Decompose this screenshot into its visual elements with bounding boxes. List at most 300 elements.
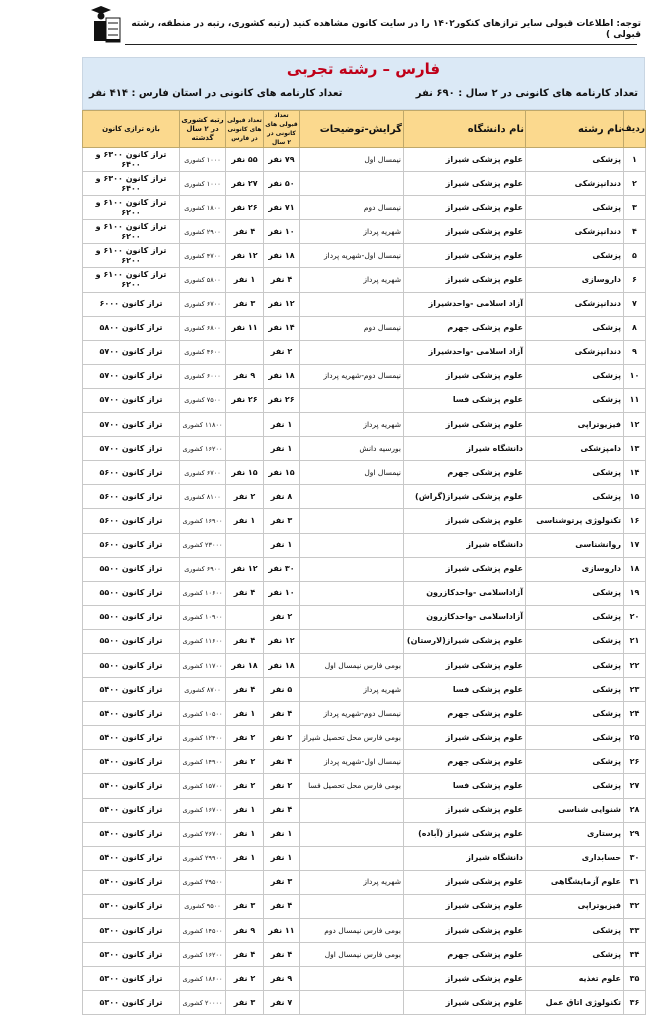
cell-notes (300, 798, 404, 822)
cell-university: علوم پزشکی شیراز (404, 557, 526, 581)
cell-taraz-range: تراز کانون ۵۷۰۰ (83, 413, 180, 437)
cell-university: علوم پزشکی جهرم (404, 750, 526, 774)
cell-university: علوم پزشکی شیراز (404, 268, 526, 292)
cell-row-number: ۱۰ (624, 364, 646, 388)
table-header-row (83, 111, 646, 148)
cell-university: آزاداسلامی -واحدکازرون (404, 581, 526, 605)
cell-university: علوم پزشکی شیراز (404, 148, 526, 172)
cell-count-2y: ۷۱ نفر (264, 196, 300, 220)
cell-rank: ۱۸۶۰۰ کشوری (180, 967, 226, 991)
cell-taraz-range: تراز کانون ۵۴۰۰ (83, 750, 180, 774)
cell-notes: شهریه پرداز (300, 413, 404, 437)
cell-count-2y: ۷ نفر (264, 991, 300, 1015)
cell-rank: ۱۵۷۰۰ کشوری (180, 774, 226, 798)
cell-university: علوم پزشکی شیراز (404, 364, 526, 388)
cell-notes (300, 991, 404, 1015)
table-row (83, 485, 646, 509)
cell-major: تکنولوژی اتاق عمل (526, 991, 624, 1015)
cell-major: حسابداری (526, 846, 624, 870)
table-row (83, 509, 646, 533)
cell-row-number: ۷ (624, 292, 646, 316)
table-row (83, 557, 646, 581)
cell-row-number: ۱۳ (624, 437, 646, 461)
cell-row-number: ۲۴ (624, 702, 646, 726)
cell-rank: ۱۰۰۰ کشوری (180, 148, 226, 172)
cell-taraz-range: تراز کانون ۵۷۰۰ (83, 437, 180, 461)
cell-rank: ۱۱۷۰۰ کشوری (180, 653, 226, 677)
cell-count-2y: ۵۰ نفر (264, 172, 300, 196)
cell-count-fars: ۳ نفر (226, 894, 264, 918)
cell-count-2y: ۹ نفر (264, 967, 300, 991)
cell-row-number: ۱ (624, 148, 646, 172)
cell-count-2y: ۳ نفر (264, 509, 300, 533)
cell-row-number: ۳ (624, 196, 646, 220)
cell-university: علوم پزشکی شیراز (404, 798, 526, 822)
cell-rank: ۱۸۰۰ کشوری (180, 196, 226, 220)
cell-rank: ۱۶۲۰۰ کشوری (180, 437, 226, 461)
cell-rank: ۱۰۶۰۰ کشوری (180, 581, 226, 605)
cell-major: پزشکی (526, 678, 624, 702)
cell-notes (300, 629, 404, 653)
table-row (83, 870, 646, 894)
table-row (83, 533, 646, 557)
table-row (83, 798, 646, 822)
cell-notes (300, 388, 404, 412)
cell-row-number: ۱۵ (624, 485, 646, 509)
cell-count-2y: ۲ نفر (264, 605, 300, 629)
cell-count-2y: ۴ نفر (264, 750, 300, 774)
cell-rank: ۱۱۸۰۰ کشوری (180, 413, 226, 437)
cell-university: علوم پزشکی جهرم (404, 461, 526, 485)
cell-major: پزشکی (526, 702, 624, 726)
cell-notes: شهریه پرداز (300, 220, 404, 244)
cell-row-number: ۳۱ (624, 870, 646, 894)
cell-count-2y: ۴ نفر (264, 268, 300, 292)
cell-count-2y: ۱۲ نفر (264, 629, 300, 653)
cell-major: پزشکی (526, 244, 624, 268)
table-row (83, 172, 646, 196)
cell-major: داروسازی (526, 268, 624, 292)
cell-rank: ۲۹۰۰ کشوری (180, 220, 226, 244)
cell-count-2y: ۱ نفر (264, 822, 300, 846)
table-row (83, 340, 646, 364)
cell-row-number: ۲۷ (624, 774, 646, 798)
cell-major: پزشکی (526, 726, 624, 750)
admissions-table (82, 110, 646, 1015)
note-divider (125, 44, 637, 45)
cell-university: علوم پزشکی جهرم (404, 943, 526, 967)
cell-count-2y: ۱۸ نفر (264, 364, 300, 388)
cell-count-2y: ۱ نفر (264, 413, 300, 437)
cell-major: دندانپزشکی (526, 220, 624, 244)
cell-major: پرستاری (526, 822, 624, 846)
cell-count-2y: ۱۱ نفر (264, 919, 300, 943)
cell-notes: نیمسال دوم (300, 316, 404, 340)
cell-rank: ۴۷۰۰ کشوری (180, 244, 226, 268)
cell-count-2y: ۳۰ نفر (264, 557, 300, 581)
cell-major: پزشکی (526, 629, 624, 653)
cell-taraz-range: تراز کانون ۵۳۰۰ (83, 919, 180, 943)
cell-count-fars: ۳ نفر (226, 292, 264, 316)
cell-notes: نیمسال اول-شهریه پرداز (300, 244, 404, 268)
cell-count-fars (226, 340, 264, 364)
cell-count-fars: ۱ نفر (226, 509, 264, 533)
page-title: فارس – رشته تجربی (286, 60, 441, 78)
cell-count-fars (226, 605, 264, 629)
cell-rank: ۲۰۰۰۰ کشوری (180, 991, 226, 1015)
cell-rank: ۶۹۰۰ کشوری (180, 557, 226, 581)
table-row (83, 991, 646, 1015)
cell-row-number: ۲۹ (624, 822, 646, 846)
cell-row-number: ۱۴ (624, 461, 646, 485)
cell-major: پزشکی (526, 774, 624, 798)
cell-taraz-range: تراز کانون ۵۶۰۰ (83, 533, 180, 557)
cell-taraz-range: تراز کانون ۵۴۰۰ (83, 846, 180, 870)
cell-row-number: ۶ (624, 268, 646, 292)
table-row (83, 894, 646, 918)
cell-university: علوم پزشکی شیراز (404, 244, 526, 268)
cell-taraz-range: تراز کانون ۶۱۰۰ و ۶۲۰۰ (83, 244, 180, 268)
cell-count-fars: ۳ نفر (226, 991, 264, 1015)
cell-taraz-range: تراز کانون ۵۶۰۰ (83, 485, 180, 509)
cell-count-2y: ۷۹ نفر (264, 148, 300, 172)
cell-university: آزاد اسلامی -واحدشیراز (404, 292, 526, 316)
table-row (83, 653, 646, 677)
cell-count-fars: ۴ نفر (226, 220, 264, 244)
cell-taraz-range: تراز کانون ۵۴۰۰ (83, 798, 180, 822)
table-row (83, 629, 646, 653)
cell-count-2y: ۱۴ نفر (264, 316, 300, 340)
table-row (83, 268, 646, 292)
cell-major: دندانپزشکی (526, 172, 624, 196)
cell-count-fars (226, 437, 264, 461)
cell-count-2y: ۱ نفر (264, 533, 300, 557)
col-header-count-2y: تعداد قبولی های کانونی در ۲ سال (265, 112, 298, 146)
cell-taraz-range: تراز کانون ۵۳۰۰ (83, 967, 180, 991)
cell-count-2y: ۴ نفر (264, 943, 300, 967)
col-header-row-number: ردیف (624, 111, 646, 148)
cell-notes (300, 581, 404, 605)
cell-major: پزشکی (526, 364, 624, 388)
cell-row-number: ۴ (624, 220, 646, 244)
cell-row-number: ۳۶ (624, 991, 646, 1015)
cell-row-number: ۱۸ (624, 557, 646, 581)
cell-university: علوم پزشکی شیراز (404, 894, 526, 918)
cell-row-number: ۲ (624, 172, 646, 196)
cell-count-2y: ۲۶ نفر (264, 388, 300, 412)
table-row (83, 822, 646, 846)
cell-notes: بومی فارس نیمسال اول (300, 653, 404, 677)
title-banner (82, 57, 645, 110)
cell-rank: ۲۳۰۰۰ کشوری (180, 533, 226, 557)
cell-major: پزشکی (526, 316, 624, 340)
cell-count-2y: ۱۲ نفر (264, 292, 300, 316)
table-body (83, 148, 646, 1015)
cell-count-fars: ۲ نفر (226, 967, 264, 991)
cell-count-fars: ۴ نفر (226, 678, 264, 702)
table-row (83, 148, 646, 172)
cell-major: پزشکی (526, 461, 624, 485)
cell-taraz-range: تراز کانون ۶۱۰۰ و ۶۲۰۰ (83, 220, 180, 244)
cell-row-number: ۹ (624, 340, 646, 364)
cell-taraz-range: تراز کانون ۵۷۰۰ (83, 364, 180, 388)
table-row (83, 702, 646, 726)
cell-taraz-range: تراز کانون ۵۴۰۰ (83, 702, 180, 726)
cell-university: دانشگاه شیراز (404, 846, 526, 870)
kanoon-logo (88, 4, 122, 44)
table-row (83, 461, 646, 485)
cell-count-2y: ۱۸ نفر (264, 244, 300, 268)
cell-count-2y: ۸ نفر (264, 485, 300, 509)
cell-count-fars: ۲ نفر (226, 750, 264, 774)
cell-major: روانشناسی (526, 533, 624, 557)
cell-row-number: ۲۳ (624, 678, 646, 702)
cell-row-number: ۳۰ (624, 846, 646, 870)
cell-count-2y: ۴ نفر (264, 798, 300, 822)
cell-notes: نیمسال اول (300, 148, 404, 172)
cell-notes (300, 822, 404, 846)
table-row (83, 196, 646, 220)
cell-count-fars: ۱ نفر (226, 268, 264, 292)
cell-university: علوم پزشکی شیراز (404, 726, 526, 750)
table-row (83, 413, 646, 437)
cell-major: پزشکی (526, 605, 624, 629)
cell-count-fars: ۴ نفر (226, 581, 264, 605)
cell-count-fars: ۲۶ نفر (226, 388, 264, 412)
cell-major: دامپزشکی (526, 437, 624, 461)
cell-notes (300, 509, 404, 533)
cell-count-fars: ۴ نفر (226, 629, 264, 653)
cell-count-fars: ۱۲ نفر (226, 244, 264, 268)
cell-taraz-range: تراز کانون ۵۳۰۰ (83, 894, 180, 918)
cell-rank: ۱۶۷۰۰ کشوری (180, 798, 226, 822)
cell-count-fars: ۱ نفر (226, 846, 264, 870)
cell-university: آزاد اسلامی -واحدشیراز (404, 340, 526, 364)
cell-count-fars (226, 870, 264, 894)
cell-count-2y: ۴ نفر (264, 894, 300, 918)
table-row (83, 750, 646, 774)
cell-university: علوم پزشکی شیراز (404, 991, 526, 1015)
table-row (83, 726, 646, 750)
cell-taraz-range: تراز کانون ۵۵۰۰ (83, 629, 180, 653)
cell-taraz-range: تراز کانون ۵۵۰۰ (83, 581, 180, 605)
cell-major: پزشکی (526, 750, 624, 774)
cell-rank: ۶۷۰۰ کشوری (180, 461, 226, 485)
cell-notes: نیمسال دوم-شهریه پرداز (300, 702, 404, 726)
cell-major: پزشکی (526, 581, 624, 605)
cell-rank: ۱۰۰۰ کشوری (180, 172, 226, 196)
cell-notes: شهریه پرداز (300, 870, 404, 894)
cell-rank: ۱۴۹۰۰ کشوری (180, 750, 226, 774)
cell-rank: ۱۴۵۰۰ کشوری (180, 919, 226, 943)
cell-rank: ۶۷۰۰ کشوری (180, 292, 226, 316)
cell-taraz-range: تراز کانون ۵۵۰۰ (83, 605, 180, 629)
cell-major: علوم تغذیه (526, 967, 624, 991)
col-header-notes: گرایش-توضیحات (300, 111, 404, 148)
cell-row-number: ۱۷ (624, 533, 646, 557)
cell-major: تکنولوژی پرتوشناسی (526, 509, 624, 533)
cell-count-2y: ۱۵ نفر (264, 461, 300, 485)
cell-count-fars: ۲۷ نفر (226, 172, 264, 196)
cell-taraz-range: تراز کانون ۵۷۰۰ (83, 388, 180, 412)
cell-notes (300, 894, 404, 918)
cell-row-number: ۲۲ (624, 653, 646, 677)
cell-major: دندانپزشکی (526, 292, 624, 316)
cell-notes: نیمسال اول-شهریه پرداز (300, 750, 404, 774)
cell-university: علوم پزشکی شیراز (404, 172, 526, 196)
cell-university: علوم پزشکی شیراز(لارستان) (404, 629, 526, 653)
cell-count-fars: ۱۵ نفر (226, 461, 264, 485)
cell-university: علوم پزشکی شیراز (404, 653, 526, 677)
table-row (83, 364, 646, 388)
table-row (83, 292, 646, 316)
cell-taraz-range: تراز کانون ۵۴۰۰ (83, 774, 180, 798)
cell-count-2y: ۱۰ نفر (264, 220, 300, 244)
cell-taraz-range: تراز کانون ۵۳۰۰ (83, 943, 180, 967)
table-row (83, 919, 646, 943)
cell-row-number: ۱۶ (624, 509, 646, 533)
cell-university: دانشگاه شیراز (404, 437, 526, 461)
cell-row-number: ۳۴ (624, 943, 646, 967)
cell-notes: نیمسال دوم (300, 196, 404, 220)
cell-major: فیزیوتراپی (526, 413, 624, 437)
table-row (83, 581, 646, 605)
cell-taraz-range: تراز کانون ۶۳۰۰ و ۶۴۰۰ (83, 172, 180, 196)
col-header-rank: رتبه کشوری در ۲ سال گذشته (180, 111, 226, 148)
cell-taraz-range: تراز کانون ۵۶۰۰ (83, 509, 180, 533)
cell-count-fars (226, 533, 264, 557)
banner-counts (89, 88, 638, 99)
cell-notes: شهریه پرداز (300, 678, 404, 702)
cell-notes: نیمسال اول (300, 461, 404, 485)
cell-notes (300, 605, 404, 629)
cell-university: علوم پزشکی شیراز (404, 967, 526, 991)
cell-row-number: ۳۵ (624, 967, 646, 991)
cell-rank: ۱۰۹۰۰ کشوری (180, 605, 226, 629)
cell-notes (300, 340, 404, 364)
cell-rank: ۶۰۰۰ کشوری (180, 364, 226, 388)
cell-university: علوم پزشکی شیراز(گراش) (404, 485, 526, 509)
top-note-box (126, 8, 641, 41)
cell-count-2y: ۱ نفر (264, 846, 300, 870)
cell-count-fars: ۱ نفر (226, 702, 264, 726)
cell-rank: ۵۸۰۰ کشوری (180, 268, 226, 292)
cell-row-number: ۲۱ (624, 629, 646, 653)
cell-major: پزشکی (526, 485, 624, 509)
cell-rank: ۲۹۹۰۰ کشوری (180, 846, 226, 870)
cell-taraz-range: تراز کانون ۵۳۰۰ (83, 991, 180, 1015)
cell-rank: ۲۹۵۰۰ کشوری (180, 870, 226, 894)
cell-count-fars: ۲۶ نفر (226, 196, 264, 220)
cell-major: پزشکی (526, 388, 624, 412)
cell-major: علوم آزمایشگاهی (526, 870, 624, 894)
cell-row-number: ۲۶ (624, 750, 646, 774)
cell-row-number: ۲۸ (624, 798, 646, 822)
cell-count-fars: ۴ نفر (226, 943, 264, 967)
cell-count-2y: ۲ نفر (264, 340, 300, 364)
cell-taraz-range: تراز کانون ۵۴۰۰ (83, 822, 180, 846)
cell-row-number: ۱۱ (624, 388, 646, 412)
cell-rank: ۱۶۹۰۰ کشوری (180, 509, 226, 533)
cell-taraz-range: تراز کانون ۵۴۰۰ (83, 726, 180, 750)
cell-university: علوم پزشکی شیراز (آباده) (404, 822, 526, 846)
cell-rank: ۱۱۶۰۰ کشوری (180, 629, 226, 653)
table-row (83, 846, 646, 870)
table-row (83, 220, 646, 244)
cell-rank: ۱۰۵۰۰ کشوری (180, 702, 226, 726)
cell-university: آزاداسلامی -واحدکازرون (404, 605, 526, 629)
cell-row-number: ۱۹ (624, 581, 646, 605)
col-header-major: نام رشته (526, 111, 624, 148)
cell-taraz-range: تراز کانون ۵۵۰۰ (83, 653, 180, 677)
cell-row-number: ۵ (624, 244, 646, 268)
cell-notes: بومی فارس نیمسال اول (300, 943, 404, 967)
cell-notes (300, 967, 404, 991)
cell-count-2y: ۲ نفر (264, 774, 300, 798)
table-row (83, 316, 646, 340)
cell-count-fars: ۱ نفر (226, 798, 264, 822)
cell-row-number: ۳۳ (624, 919, 646, 943)
table-row (83, 244, 646, 268)
cell-university: علوم پزشکی فسا (404, 774, 526, 798)
table-row (83, 388, 646, 412)
table-row (83, 774, 646, 798)
cell-taraz-range: تراز کانون ۵۷۰۰ (83, 340, 180, 364)
cell-taraz-range: تراز کانون ۵۴۰۰ (83, 870, 180, 894)
cell-major: شنوایی شناسی (526, 798, 624, 822)
fars-reports-count: تعداد کارنامه های کانونی در استان فارس : ۴۱۴ نفر (89, 88, 343, 99)
cell-notes (300, 533, 404, 557)
cell-count-2y: ۱۸ نفر (264, 653, 300, 677)
cell-university: علوم پزشکی شیراز (404, 919, 526, 943)
cell-count-fars: ۱ نفر (226, 822, 264, 846)
cell-taraz-range: تراز کانون ۶۱۰۰ و ۶۲۰۰ (83, 196, 180, 220)
cell-university: علوم پزشکی شیراز (404, 196, 526, 220)
cell-rank: ۹۵۰۰ کشوری (180, 894, 226, 918)
table-row (83, 967, 646, 991)
cell-count-fars: ۹ نفر (226, 364, 264, 388)
col-header-university: نام دانشگاه (404, 111, 526, 148)
cell-count-2y: ۴ نفر (264, 702, 300, 726)
cell-taraz-range: تراز کانون ۶۰۰۰ (83, 292, 180, 316)
cell-taraz-range: تراز کانون ۵۵۰۰ (83, 557, 180, 581)
top-note: توجه: اطلاعات قبولی سایر ترازهای کنکور۱۴۰۲ را در سایت کانون مشاهده کنید (رتبه کشوری، رتبه در منطقه، رشته قبولی ) (131, 19, 641, 40)
cell-count-fars: ۱۸ نفر (226, 653, 264, 677)
cell-count-fars: ۱۲ نفر (226, 557, 264, 581)
cell-count-2y: ۱۰ نفر (264, 581, 300, 605)
cell-major: پزشکی (526, 196, 624, 220)
cell-rank: ۸۱۰۰ کشوری (180, 485, 226, 509)
cell-notes (300, 557, 404, 581)
cell-university: علوم پزشکی جهرم (404, 702, 526, 726)
col-header-taraz-range: بازه ترازی کانون (83, 111, 180, 148)
cell-major: پزشکی (526, 919, 624, 943)
cell-count-fars: ۲ نفر (226, 726, 264, 750)
cell-university: علوم پزشکی شیراز (404, 870, 526, 894)
cell-rank: ۸۷۰۰ کشوری (180, 678, 226, 702)
cell-notes (300, 485, 404, 509)
cell-count-2y: ۲ نفر (264, 726, 300, 750)
cell-notes: بورسیه دانش (300, 437, 404, 461)
cell-notes: بومی فارس محل تحصیل فسا (300, 774, 404, 798)
cell-row-number: ۸ (624, 316, 646, 340)
cell-taraz-range: تراز کانون ۶۳۰۰ و ۶۴۰۰ (83, 148, 180, 172)
cell-rank: ۴۶۰۰ کشوری (180, 340, 226, 364)
cell-major: پزشکی (526, 653, 624, 677)
cell-count-fars: ۹ نفر (226, 919, 264, 943)
cell-count-fars (226, 413, 264, 437)
cell-university: علوم پزشکی فسا (404, 388, 526, 412)
